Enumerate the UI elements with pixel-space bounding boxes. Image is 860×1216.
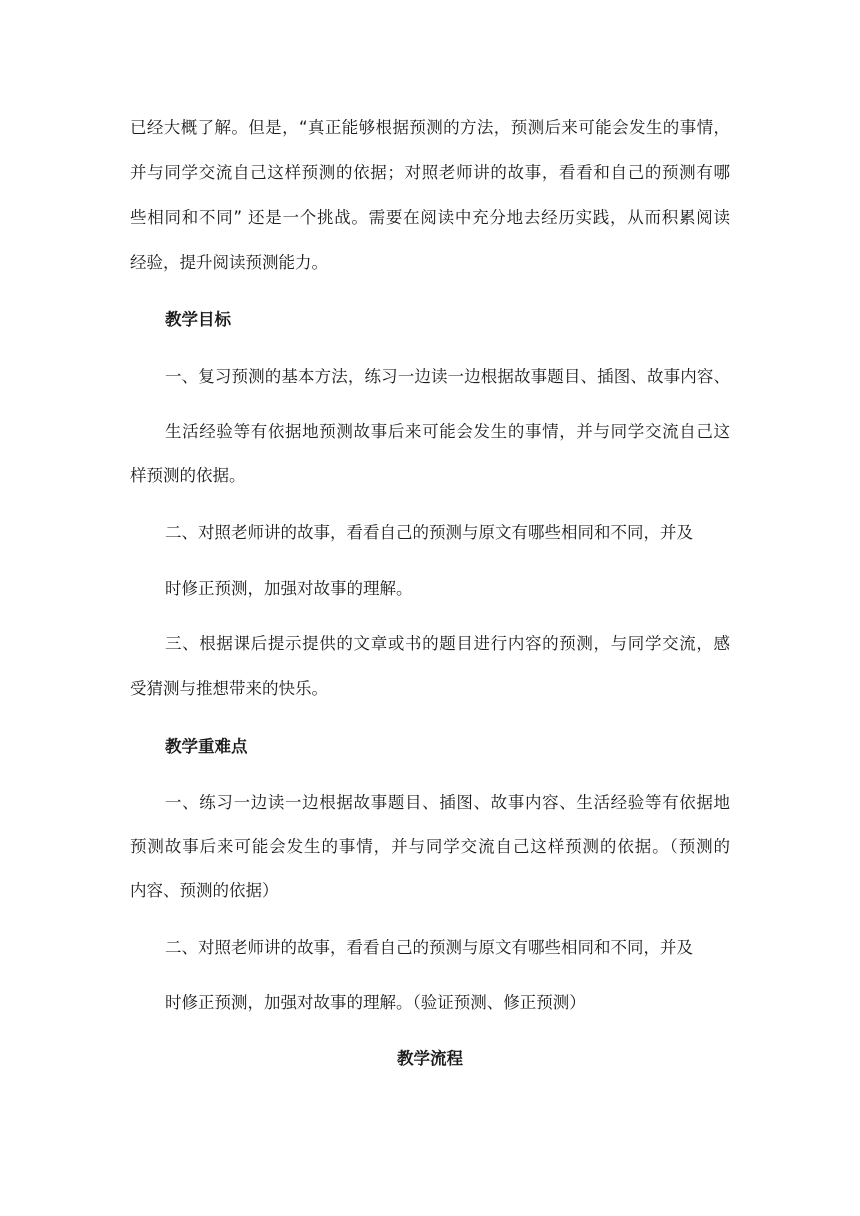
key1-line-2: 预测故事后来可能会发生的事情，并与同学交流自己这样预测的依据。（预测的 bbox=[130, 837, 730, 856]
goal1-line-2: 生活经验等有依据地预测故事后来可能会发生的事情，并与同学交流自己这 bbox=[165, 422, 730, 441]
key2-line-2: 时修正预测，加强对故事的理解。（验证预测、修正预测） bbox=[165, 993, 586, 1012]
goal3-line-2: 受猜测与推想带来的快乐。 bbox=[130, 679, 328, 698]
intro-line-2: 并与同学交流自己这样预测的依据；对照老师讲的故事，看看和自己的预测有哪 bbox=[130, 163, 730, 182]
goal1-line-3: 样预测的依据。 bbox=[130, 466, 246, 485]
goal3-line-1: 三、根据课后提示提供的文章或书的题目进行内容的预测，与同学交流，感 bbox=[165, 634, 730, 653]
goal2-line-2: 时修正预测，加强对故事的理解。 bbox=[165, 579, 413, 598]
key1-line-3: 内容、预测的依据） bbox=[130, 881, 279, 900]
goals-heading: 教学目标 bbox=[165, 310, 231, 329]
intro-line-4: 经验，提升阅读预测能力。 bbox=[130, 253, 328, 272]
intro-line-3: 些相同和不同” 还是一个挑战。需要在阅读中充分地去经历实践，从而积累阅读 bbox=[130, 208, 730, 227]
key-heading: 教学重难点 bbox=[165, 737, 248, 756]
key2-line-1: 二、对照老师讲的故事，看看自己的预测与原文有哪些相同和不同，并及 bbox=[165, 938, 693, 957]
goal1-line-1: 一、复习预测的基本方法，练习一边读一边根据故事题目、插图、故事内容、 bbox=[165, 367, 730, 386]
goal2-line-1: 二、对照老师讲的故事，看看自己的预测与原文有哪些相同和不同，并及 bbox=[165, 523, 693, 542]
key1-line-1: 一、练习一边读一边根据故事题目、插图、故事内容、生活经验等有依据地 bbox=[165, 793, 730, 812]
intro-line-1: 已经大概了解。但是，“真正能够根据预测的方法，预测后来可能会发生的事情， bbox=[130, 118, 730, 137]
flow-heading: 教学流程 bbox=[397, 1049, 463, 1068]
